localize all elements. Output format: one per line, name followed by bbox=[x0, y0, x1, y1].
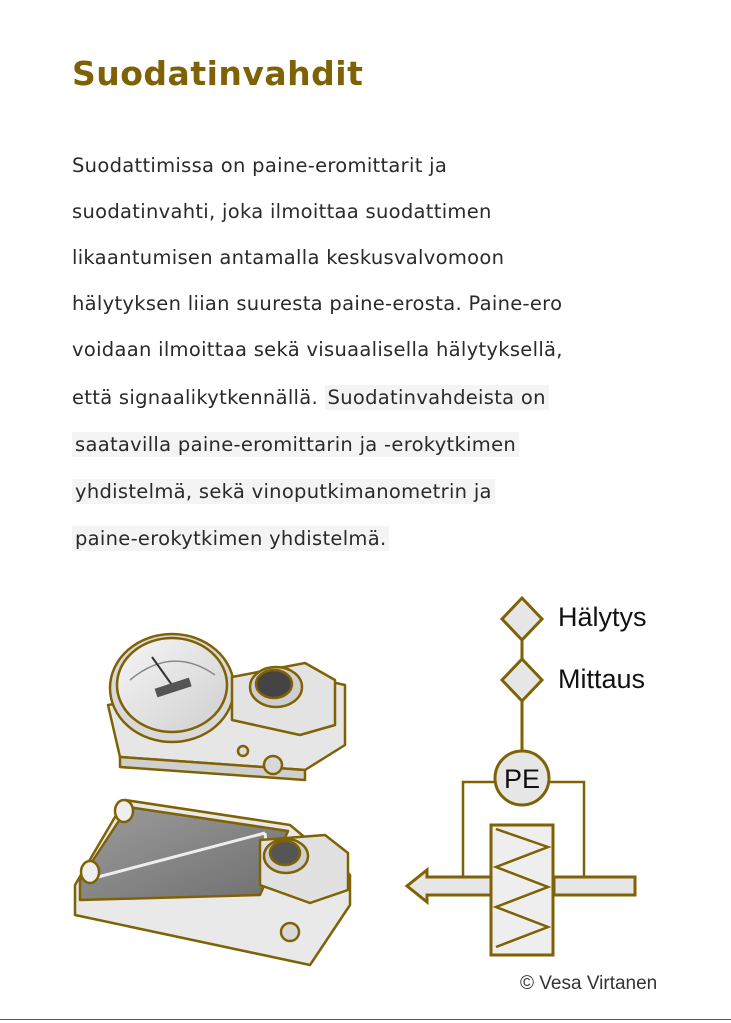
text-line: voidaan ilmoittaa sekä visuaalisella hälytyksellä, bbox=[72, 338, 563, 361]
filter-guard-figure bbox=[60, 585, 720, 975]
text-line bbox=[72, 429, 519, 461]
text-line: suodatinvahti, joka ilmoittaa suodattimen bbox=[72, 200, 492, 223]
text-line bbox=[72, 523, 389, 555]
page-title: Suodatinvahdit bbox=[72, 54, 364, 93]
highlighted-text: paine-erokytkimen yhdistelmä. bbox=[72, 526, 389, 551]
highlighted-text: Suodatinvahdeista on bbox=[325, 385, 549, 410]
flow-arrow-icon bbox=[407, 870, 491, 902]
pressure-gauge-device-image bbox=[108, 634, 345, 780]
alarm-diamond-icon bbox=[502, 598, 542, 640]
measurement-diamond-icon bbox=[502, 659, 542, 701]
copyright-notice: © Vesa Virtanen bbox=[520, 973, 658, 994]
inclined-manometer-device-image bbox=[75, 800, 350, 965]
text-line bbox=[72, 476, 495, 508]
measurement-label: Mittaus bbox=[558, 664, 646, 694]
alarm-label: Hälytys bbox=[558, 602, 647, 632]
text-line: Suodattimissa on paine-eromittarit ja bbox=[72, 154, 448, 177]
highlighted-text: yhdistelmä, sekä vinoputkimanometrin ja bbox=[72, 479, 495, 504]
text-line: likaantumisen antamalla keskusvalvomoon bbox=[72, 246, 505, 269]
text-line: hälytyksen liian suuresta paine-erosta. Paine-ero bbox=[72, 292, 563, 315]
pe-sensor-label: PE bbox=[503, 764, 541, 794]
text-line: että signaalikytkennällä. Suodatinvahdeista on bbox=[72, 382, 549, 414]
bottom-divider bbox=[0, 1019, 731, 1020]
highlighted-text: saatavilla paine-eromittarin ja -erokytkimen bbox=[72, 432, 519, 457]
